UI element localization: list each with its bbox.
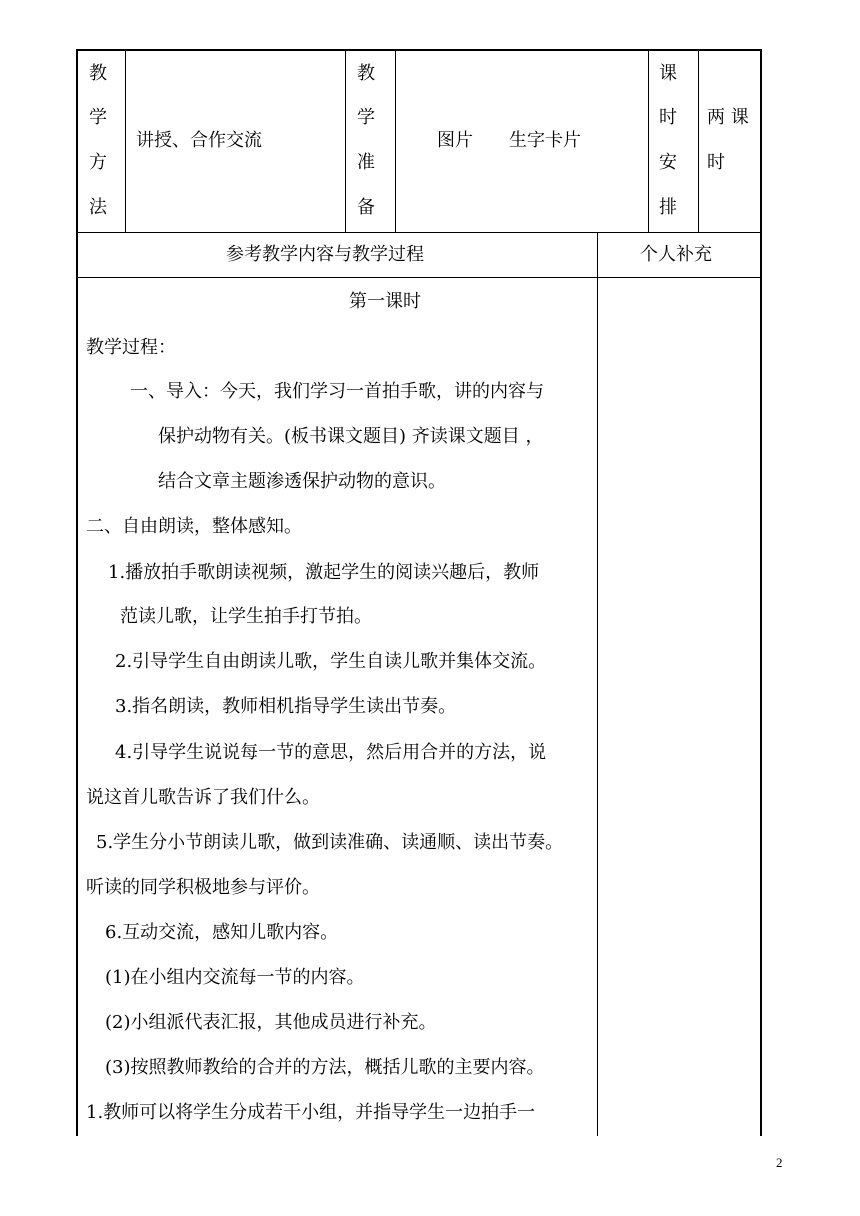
content-line: 4.引导学生说说每一节的意思，然后用合并的方法，说 [115,742,547,763]
col-divider-a [125,49,126,233]
content-column-title: 参考教学内容与教学过程 [226,244,424,265]
schedule-label-char: 课 [659,63,677,84]
prep-label-char: 学 [357,107,375,128]
content-line: 保护动物有关。(板书课文题目) 齐读课文题目 ， [158,426,544,447]
prep-label-char: 备 [357,197,375,218]
schedule-value-line1: 两 课 [707,107,749,128]
method-label-char: 方 [89,152,107,173]
schedule-label-char: 排 [659,197,677,218]
page-number: 2 [776,1155,783,1170]
col-divider-d [648,49,649,233]
content-line: (3)按照教师教给的合并的方法，概括儿歌的主要内容。 [105,1057,545,1078]
content-line: 范读儿歌，让学生拍手打节拍。 [120,606,372,627]
schedule-label-char: 安 [659,152,677,173]
content-line: (2)小组派代表汇报，其他成员进行补充。 [105,1012,437,1033]
prep-value: 图片 生字卡片 [437,130,581,151]
prep-label-char: 教 [357,63,375,84]
row-divider-1 [76,232,762,233]
content-line: (1)在小组内交流每一节的内容。 [105,967,365,988]
schedule-label-char: 时 [659,107,677,128]
prep-label-char: 准 [357,152,375,173]
col-divider-b [345,49,346,233]
supplement-column-title: 个人补充 [640,244,712,265]
content-line: 1.播放拍手歌朗读视频，激起学生的阅读兴趣后，教师 [108,562,540,583]
content-line: 一、导入：今天，我们学习一首拍手歌，讲的内容与 [130,381,544,402]
table-border-left [76,49,78,1136]
method-label-char: 教 [89,63,107,84]
method-label-char: 学 [89,107,107,128]
content-line: 结合文章主题渗透保护动物的意识。 [158,471,446,492]
content-line: 听读的同学积极地参与评价。 [86,877,320,898]
method-label-char: 法 [89,197,107,218]
table-border-right [760,49,762,1136]
content-line: 2.引导学生自由朗读儿歌，学生自读儿歌并集体交流。 [115,651,547,672]
content-line: 二、自由朗读，整体感知。 [86,516,302,537]
method-value: 讲授、合作交流 [136,130,262,151]
row-divider-2 [76,277,762,278]
lesson-title: 第一课时 [349,291,421,312]
content-line: 6.互动交流，感知儿歌内容。 [105,922,339,943]
content-line: 5.学生分小节朗读儿歌，做到读准确、读通顺、读出节奏。 [96,832,564,853]
col-divider-c [395,49,396,233]
content-line: 教学过程： [86,337,176,358]
content-line: 说这首儿歌告诉了我们什么。 [86,787,320,808]
content-line: 3.指名朗读，教师相机指导学生读出节奏。 [115,696,457,717]
schedule-value-line2: 时 [707,152,725,173]
col-divider-main [597,233,598,1136]
col-divider-e [698,49,699,233]
content-line: 1.教师可以将学生分成若干小组，并指导学生一边拍手一 [86,1102,536,1123]
table-border-top [76,49,762,51]
